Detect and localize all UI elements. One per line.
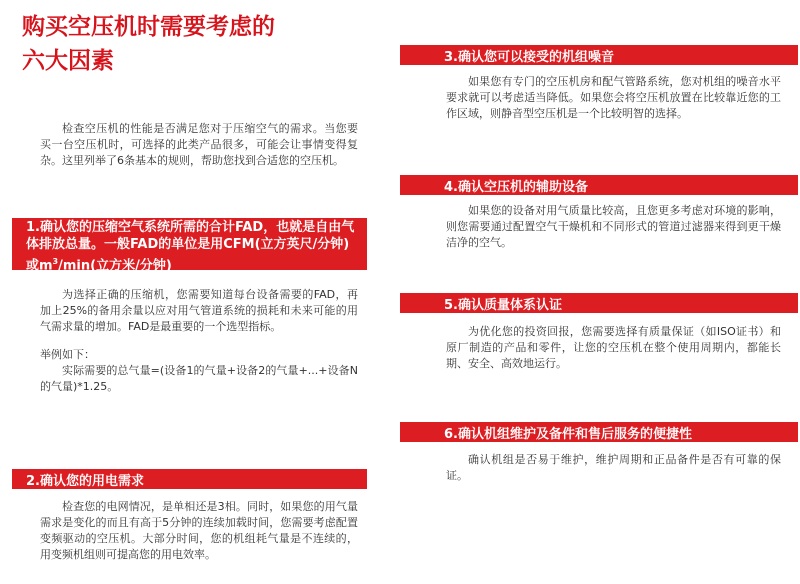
section-1-body: 为选择正确的压缩机，您需要知道每台设备需要的FAD，再加上25%的备用余量以应对用气管道系统的损耗和未来可能的用气需求量的增加。FAD是最重要的一个选型指标。: [40, 288, 358, 333]
section-1-heading-text-end: /min(立方米/分钟): [58, 258, 172, 274]
page-title-line-2: 六大因素: [22, 48, 114, 74]
page-title: [22, 10, 275, 78]
section-6-heading: 6.确认机组维护及备件和售后服务的便捷性: [400, 422, 798, 442]
section-1-heading-text: 1.确认您的压缩空气系统所需的合计FAD，也就是自由气体排放总量。一般FAD的单位是用CFM(立方英尺/分钟)或m: [26, 220, 355, 274]
section-5-heading: 5.确认质量体系认证: [400, 293, 798, 313]
section-4-body: 如果您的设备对用气质量比较高，且您更多考虑对环境的影响，则您需要通过配置空气干燥机和不同形式的管道过滤器来得到更干燥洁净的空气。: [446, 204, 781, 249]
section-6-body: 确认机组是否易于维护，维护周期和正品备件是否有可靠的保证。: [446, 453, 781, 482]
section-1-example-label: 举例如下：: [40, 348, 95, 361]
section-2-body: 检查您的电网情况，是单相还是3相。同时，如果您的用气量需求是变化的而且有高于5分钟的连续加载时间，您需要考虑配置变频驱动的空压机。大部分时间，您的机组耗气量是不连续的，用变频机组则可提高您的用电效率。: [40, 500, 358, 561]
section-1-heading: [12, 218, 367, 274]
section-1-heading-superscript: 3: [52, 257, 59, 266]
section-3-heading: 3.确认您可以接受的机组噪音: [400, 45, 798, 65]
intro-paragraph: 检查空压机的性能是否满足您对于压缩空气的需求。当您要买一台空压机时，可选择的此类产品很多，可能会让事情变得复杂。这里列举了6条基本的规则，帮助您找到合适您的空压机。: [40, 122, 358, 167]
section-2-heading: 2.确认您的用电需求: [12, 469, 367, 489]
page-title-line-1: 购买空压机时需要考虑的: [22, 14, 275, 40]
section-4-heading: 4.确认空压机的辅助设备: [400, 175, 798, 195]
section-1-example-body: 实际需要的总气量=(设备1的气量+设备2的气量+...+设备N的气量)*1.25。: [40, 364, 358, 393]
section-5-body: 为优化您的投资回报，您需要选择有质量保证（如ISO证书）和原厂制造的产品和零件，让您的空压机在整个使用周期内，都能长期、安全、高效地运行。: [446, 325, 781, 370]
section-3-body: 如果您有专门的空压机房和配气管路系统，您对机组的噪音水平要求就可以考虑适当降低。如果您会将空压机放置在比较靠近您的工作区域，则静音型空压机是一个比较明智的选择。: [446, 75, 781, 120]
